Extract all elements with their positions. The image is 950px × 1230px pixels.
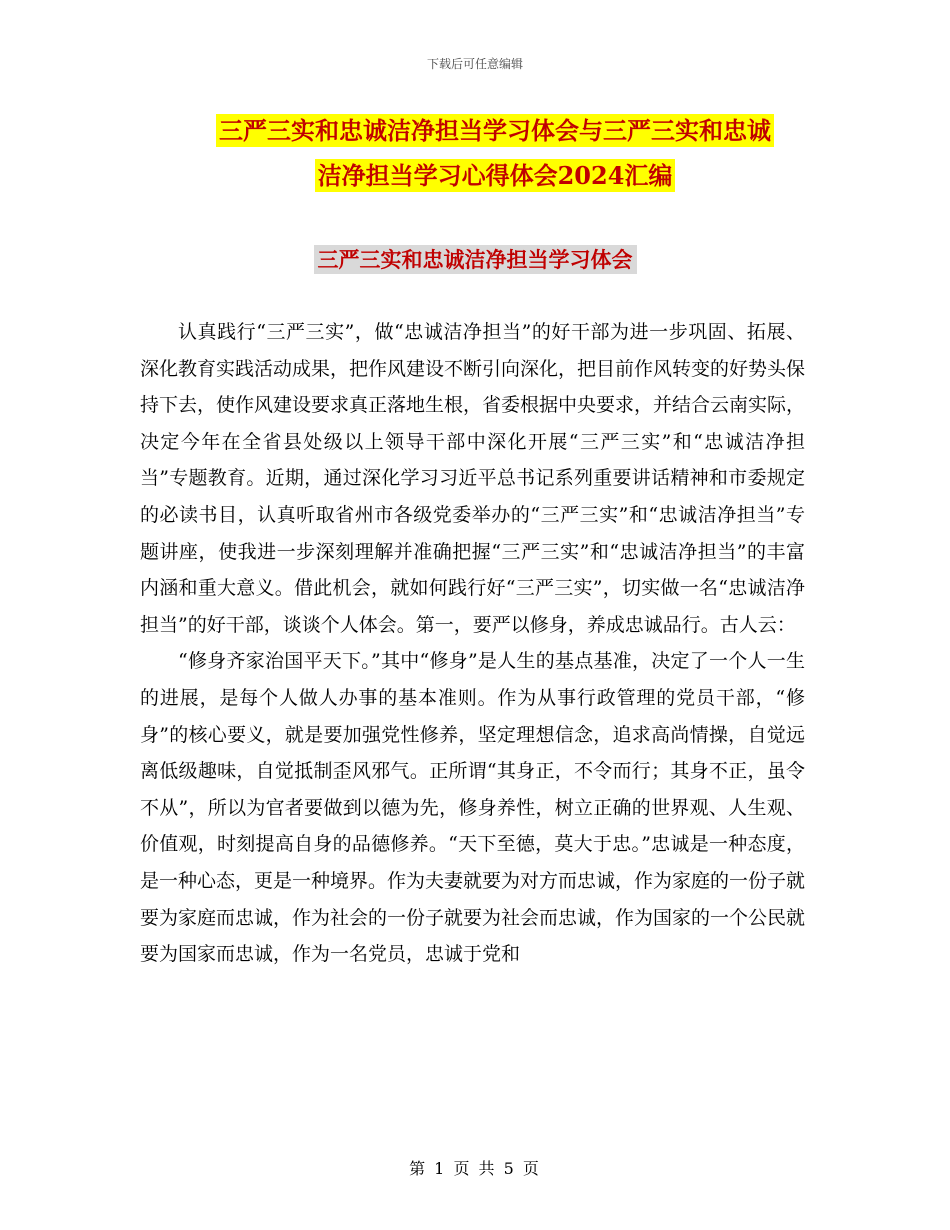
page-header-note: 下载后可任意编辑 bbox=[426, 57, 523, 71]
body-paragraph-1: 认真践行“三严三实”，做“忠诚洁净担当”的好干部为进一步巩固、拓展、深化教育实践活动成果，把作风建设不断引向深化，把目前作风转变的好势头保持下去，使作风建设要求真正落地生根，省委根据中央要求，并结合云南实际，决定今年在全省县处级以上领导干部中深化开展“三严三实”和“忠诚洁净担当”专题教育。近期，通过深化学习习近平总书记系列重要讲话精神和市委规定的必读书目，认真听取省州市各级党委举办的“三严三实”和“忠诚洁净担当”专题讲座，使我进一步深刻理解并准确把握“三严三实”和“忠诚洁净担当”的丰富内涵和重大意义。借此机会，就如何践行好“三严三实”，切实做一名“忠诚洁净担当”的好干部，谈谈个人体会。第一，要严以修身，养成忠诚品行。古人云： bbox=[140, 321, 806, 636]
section-heading-text: 三严三实和忠诚洁净担当学习体会 bbox=[314, 245, 637, 274]
page-number-footer: 第 1 页 共 5 页 bbox=[409, 1159, 541, 1178]
document-title-line-1: 三严三实和忠诚洁净担当学习体会与三严三实和忠诚 bbox=[216, 114, 774, 147]
document-title-line-2: 洁净担当学习心得体会2024汇编 bbox=[315, 159, 676, 192]
document-title bbox=[150, 108, 840, 198]
section-heading bbox=[0, 244, 950, 274]
body-paragraph-2: “修身齐家治国平天下。”其中“修身”是人生的基点基准，决定了一个人一生的进展，是每个人做人办事的基本准则。作为从事行政管理的党员干部，“修身”的核心要义，就是要加强党性修养，坚定理想信念，追求高尚情操，自觉远离低级趣味，自觉抵制歪风邪气。正所谓“其身正，不令而行；其身不正，虽令不从”，所以为官者要做到以德为先，修身养性，树立正确的世界观、人生观、价值观，时刻提高自身的品德修养。“天下至德，莫大于忠。”忠诚是一种态度，是一种心态，更是一种境界。作为夫妻就要为对方而忠诚，作为家庭的一份子就要为家庭而忠诚，作为社会的一份子就要为社会而忠诚，作为国家的一个公民就要为国家而忠诚，作为一名党员，忠诚于党和 bbox=[140, 650, 806, 966]
document-body bbox=[140, 314, 805, 973]
